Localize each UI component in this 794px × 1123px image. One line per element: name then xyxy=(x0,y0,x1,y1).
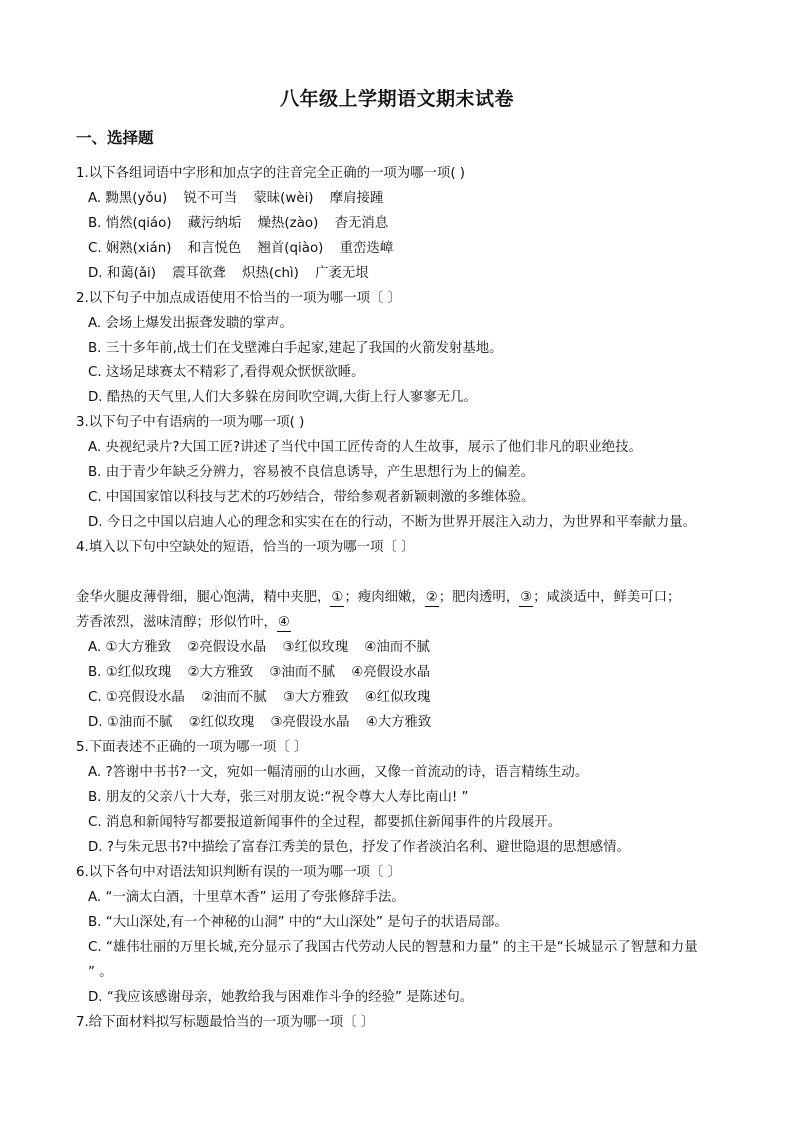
question-4-option-c: C. ①亮假设水晶 ②油而不腻 ③大方雅致 ④红似玫瑰 xyxy=(88,690,431,705)
question-1-option-d: D. 和蔼(ǎi) 震耳欲聋 炽热(chì) 广袤无垠 xyxy=(88,266,369,281)
question-5-stem: 5.下面表述不正确的一项为哪一项〔 〕 xyxy=(76,740,308,755)
question-3-option-c: C. 中国国家馆以科技与艺术的巧妙结合，带给参观者新颖刺激的多维体验。 xyxy=(88,490,535,505)
section-heading: 一、选择题 xyxy=(76,129,154,147)
question-6-option-d: D. “我应该感谢母亲，她教给我与困难作斗争的经验” 是陈述句。 xyxy=(88,990,474,1005)
question-4-stem: 4.填入以下句中空缺处的短语，恰当的一项为哪一项〔 〕 xyxy=(76,540,415,555)
question-6-stem: 6.以下各句中对语法知识判断有误的一项为哪一项〔 〕 xyxy=(76,865,402,880)
question-1-option-a: A. 黝黑(yǒu) 锐不可当 蒙昧(wèi) 摩肩接踵 xyxy=(88,191,384,206)
question-4-option-a: A. ①大方雅致 ②亮假设水晶 ③红似玫瑰 ④油而不腻 xyxy=(88,640,430,655)
question-4-passage-line-1: 金华火腿皮薄骨细，腿心饱满，精中夹肥，①；瘦肉细嫩，②；肥肉透明，③；咸淡适中，鲜美可口； xyxy=(76,586,680,607)
blank-marker-4: ④ xyxy=(277,615,291,632)
blank-marker-1: ① xyxy=(330,590,344,607)
question-2-option-b: B. 三十多年前,战士们在戈壁滩白手起家,建起了我国的火箭发射基地。 xyxy=(88,341,503,356)
question-2-stem: 2.以下句子中加点成语使用不恰当的一项为哪一项〔 〕 xyxy=(76,291,402,306)
question-5-option-d: D. ?与朱元思书?中描绘了富春江秀美的景色，抒发了作者淡泊名利、避世隐退的思想感情。 xyxy=(88,840,630,855)
blank-marker-3: ③ xyxy=(519,590,533,607)
question-1-option-b: B. 悄然(qiáo) 藏污纳垢 燥热(zào) 杳无消息 xyxy=(88,216,389,231)
question-5-option-a: A. ?答谢中书书?一文，宛如一幅清丽的山水画，又像一首流动的诗，语言精练生动。 xyxy=(88,765,589,780)
question-6-option-a: A. “一滴太白酒，十里草木香” 运用了夸张修辞手法。 xyxy=(88,890,405,905)
question-2-option-a: A. 会场上爆发出振聋发聩的掌声。 xyxy=(88,316,293,331)
blank-marker-2: ② xyxy=(425,590,439,607)
question-3-option-d: D. 今日之中国以启迪人心的理念和实实在在的行动，不断为世界开展注入动力，为世界和平奉献力量。 xyxy=(88,515,697,530)
page-title: 八年级上学期语文期末试卷 xyxy=(279,88,514,110)
question-1-option-c: C. 娴熟(xián) 和言悦色 翘首(qiào) 重峦迭嶂 xyxy=(88,241,394,256)
question-6-option-c: C. “雄伟壮丽的万里长城,充分显示了我国古代劳动人民的智慧和力量” 的主干是“长城显示了智慧和力量 xyxy=(88,940,698,955)
question-5-option-c: C. 消息和新闻特写都要报道新闻事件的全过程，都要抓住新闻事件的片段展开。 xyxy=(88,815,562,830)
question-5-option-b: B. 朋友的父亲八十大寿，张三对朋友说:“祝令尊大人寿比南山! ” xyxy=(88,790,469,805)
question-3-stem: 3.以下句子中有语病的一项为哪一项( ) xyxy=(76,415,305,430)
question-2-option-d: D. 酷热的天气里,人们大多躲在房间吹空调,大街上行人寥寥无几。 xyxy=(88,390,477,405)
question-4-option-d: D. ①油而不腻 ②红似玫瑰 ③亮假设水晶 ④大方雅致 xyxy=(88,715,432,730)
question-6-option-b: B. “大山深处,有一个神秘的山洞” 中的“大山深处” 是句子的状语局部。 xyxy=(88,915,508,930)
question-1-stem: 1.以下各组词语中字形和加点字的注音完全正确的一项为哪一项( ) xyxy=(76,166,466,181)
question-3-option-a: A. 央视纪录片?大国工匠?讲述了当代中国工匠传奇的人生故事，展示了他们非凡的职业绝技。 xyxy=(88,440,642,455)
question-4-option-b: B. ①红似玫瑰 ②大方雅致 ③油而不腻 ④亮假设水晶 xyxy=(88,665,431,680)
question-6-option-c-continued: ” 。 xyxy=(88,965,113,980)
question-2-option-c: C. 这场足球赛太不精彩了,看得观众恹恹欲睡。 xyxy=(88,365,365,380)
question-7-stem: 7.给下面材料拟写标题最恰当的一项为哪一项〔 〕 xyxy=(76,1015,375,1030)
question-4-passage-line-2: 芳香浓烈，滋味清醇；形似竹叶，④ xyxy=(76,611,291,632)
question-3-option-b: B. 由于青少年缺乏分辨力，容易被不良信息诱导，产生思想行为上的偏差。 xyxy=(88,465,535,480)
